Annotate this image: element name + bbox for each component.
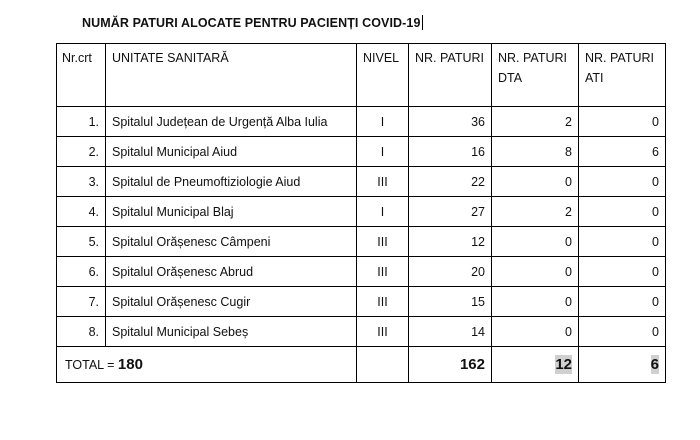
cell-unit: Spitalul Municipal Blaj: [106, 197, 357, 227]
cell-dta: 0: [492, 287, 579, 317]
cell-level: III: [357, 257, 409, 287]
total-ati-cell: [579, 347, 666, 383]
header-level: NIVEL: [357, 44, 409, 107]
text-cursor: [422, 15, 423, 30]
cell-ati: 6: [579, 137, 666, 167]
table-total-row: [57, 347, 666, 383]
table-row: [57, 257, 666, 287]
table-header-row: [57, 44, 666, 107]
cell-beds: 36: [409, 107, 492, 137]
cell-ati: 0: [579, 107, 666, 137]
cell-level: III: [357, 167, 409, 197]
total-value: 180: [117, 356, 143, 373]
cell-nr: 1.: [57, 107, 106, 137]
beds-table-body: [57, 44, 666, 383]
cell-dta: 0: [492, 167, 579, 197]
cell-beds: 22: [409, 167, 492, 197]
cell-unit: Spitalul Municipal Sebeș: [106, 317, 357, 347]
cell-dta: 0: [492, 227, 579, 257]
header-ati: NR. PATURI ATI: [579, 44, 666, 107]
total-beds: 162: [459, 356, 485, 373]
cell-dta: 2: [492, 107, 579, 137]
header-beds: NR. PATURI: [409, 44, 492, 107]
header-unit: UNITATE SANITARĂ: [106, 44, 357, 107]
cell-unit: Spitalul Județean de Urgență Alba Iulia: [106, 107, 357, 137]
total-ati: 6: [650, 356, 659, 373]
cell-unit: Spitalul Orășenesc Câmpeni: [106, 227, 357, 257]
document-title[interactable]: [82, 15, 423, 30]
table-row: [57, 107, 666, 137]
total-dta: 12: [555, 356, 572, 373]
cell-ati: 0: [579, 227, 666, 257]
cell-ati: 0: [579, 317, 666, 347]
beds-table: [56, 43, 666, 383]
header-dta: NR. PATURI DTA: [492, 44, 579, 107]
total-dta-cell: [492, 347, 579, 383]
cell-ati: 0: [579, 287, 666, 317]
total-beds-cell: [409, 347, 492, 383]
table-row: [57, 137, 666, 167]
cell-beds: 14: [409, 317, 492, 347]
cell-nr: 8.: [57, 317, 106, 347]
cell-ati: 0: [579, 257, 666, 287]
total-label: TOTAL =: [65, 358, 118, 372]
cell-ati: 0: [579, 197, 666, 227]
cell-beds: 16: [409, 137, 492, 167]
table-row: [57, 227, 666, 257]
cell-nr: 2.: [57, 137, 106, 167]
cell-nr: 6.: [57, 257, 106, 287]
cell-dta: 8: [492, 137, 579, 167]
cell-beds: 27: [409, 197, 492, 227]
table-row: [57, 317, 666, 347]
cell-level: III: [357, 227, 409, 257]
cell-unit: Spitalul Orășenesc Abrud: [106, 257, 357, 287]
table-row: [57, 197, 666, 227]
cell-beds: 20: [409, 257, 492, 287]
cell-level: I: [357, 107, 409, 137]
cell-unit: Spitalul Orășenesc Cugir: [106, 287, 357, 317]
table-row: [57, 287, 666, 317]
total-level-empty: [357, 347, 409, 383]
cell-ati: 0: [579, 167, 666, 197]
table-row: [57, 167, 666, 197]
cell-nr: 4.: [57, 197, 106, 227]
cell-beds: 15: [409, 287, 492, 317]
cell-dta: 0: [492, 257, 579, 287]
document-title-text: NUMĂR PATURI ALOCATE PENTRU PACIENȚI COVID-19: [82, 16, 421, 30]
cell-level: III: [357, 317, 409, 347]
cell-level: I: [357, 197, 409, 227]
cell-dta: 0: [492, 317, 579, 347]
cell-beds: 12: [409, 227, 492, 257]
cell-dta: 2: [492, 197, 579, 227]
cell-nr: 3.: [57, 167, 106, 197]
cell-unit: Spitalul Municipal Aiud: [106, 137, 357, 167]
cell-nr: 5.: [57, 227, 106, 257]
cell-nr: 7.: [57, 287, 106, 317]
cell-level: III: [357, 287, 409, 317]
header-nr: Nr.crt: [57, 44, 106, 107]
cell-level: I: [357, 137, 409, 167]
total-cell: [57, 347, 357, 383]
cell-unit: Spitalul de Pneumoftiziologie Aiud: [106, 167, 357, 197]
